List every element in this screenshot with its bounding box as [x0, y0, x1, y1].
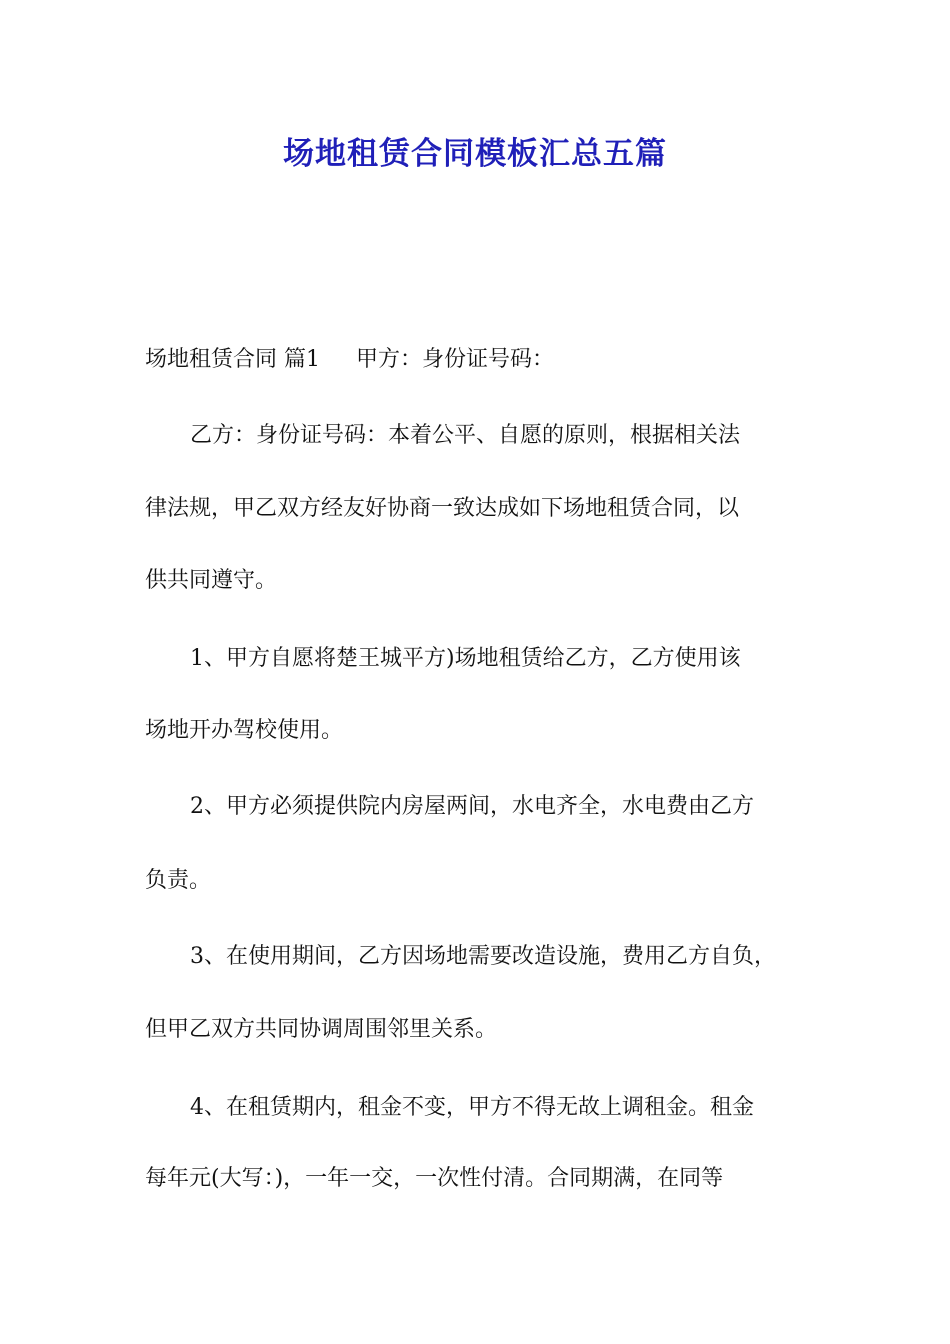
paragraph-line: 4、在租赁期内，租金不变，甲方不得无故上调租金。租金 — [190, 1095, 754, 1120]
paragraph-line: 场地开办驾校使用。 — [145, 718, 344, 743]
section-label: 场地租赁合同 篇1 — [145, 347, 320, 372]
paragraph-line: 供共同遵守。 — [145, 568, 278, 593]
paragraph-line: 律法规，甲乙双方经友好协商一致达成如下场地租赁合同，以 — [145, 496, 740, 521]
paragraph-line: 乙方：身份证号码：本着公平、自愿的原则，根据相关法 — [190, 423, 741, 448]
paragraph-line: 2、甲方必须提供院内房屋两间，水电齐全，水电费由乙方 — [190, 794, 754, 819]
party-a-label: 甲方：身份证号码： — [356, 347, 555, 372]
paragraph-line: 3、在使用期间，乙方因场地需要改造设施，费用乙方自负， — [190, 944, 776, 969]
document-title: 场地租赁合同模板汇总五篇 — [283, 136, 667, 172]
paragraph-line: 每年元(大写：)，一年一交，一次性付清。合同期满，在同等 — [145, 1166, 724, 1191]
paragraph-line: 负责。 — [145, 868, 212, 893]
paragraph-line: 但甲乙双方共同协调周围邻里关系。 — [145, 1017, 498, 1042]
section-heading-line — [145, 345, 810, 375]
paragraph-line: 1、甲方自愿将楚王城平方)场地租赁给乙方，乙方使用该 — [190, 646, 741, 671]
